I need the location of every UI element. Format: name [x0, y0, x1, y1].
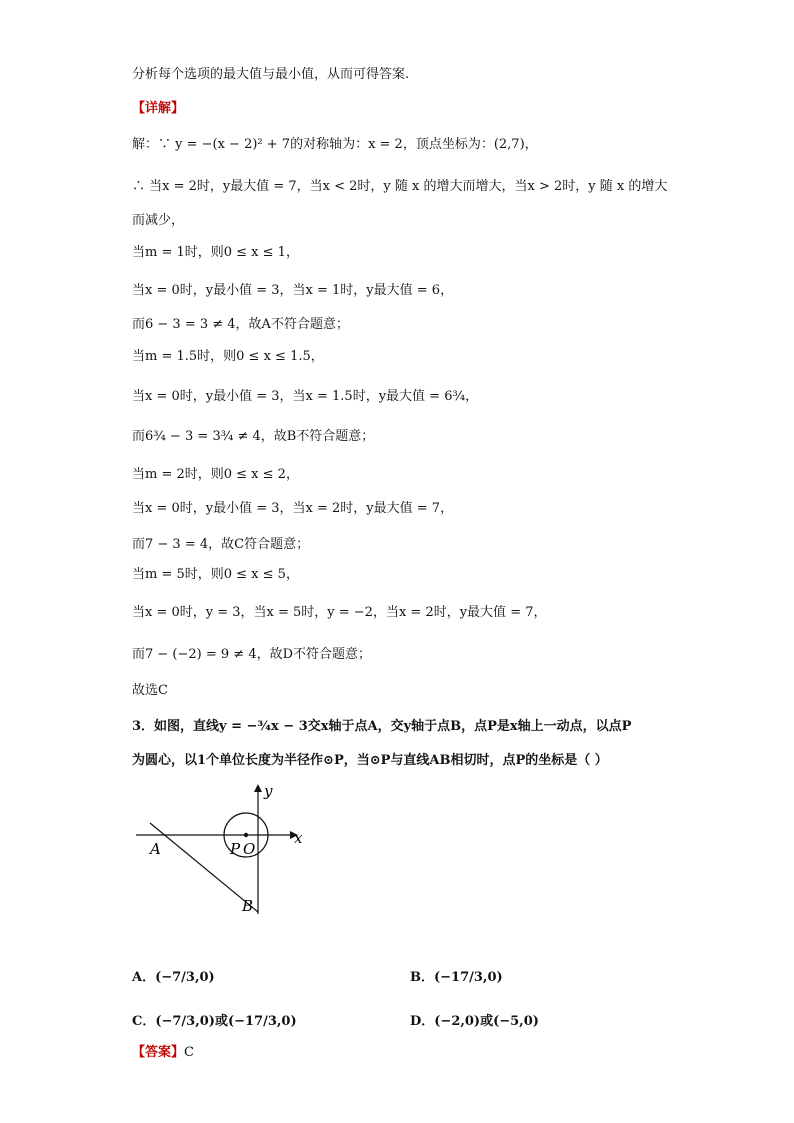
option-b: B．(−17/3,0): [410, 970, 503, 985]
text-line: 当x = 0时，y最小值 = 3，当x = 2时，y最大值 = 7，: [132, 501, 454, 516]
text-line: 而减少，: [132, 213, 185, 228]
geometry-figure: [130, 780, 320, 920]
text-line: 而7 − (−2) = 9 ≠ 4，故D不符合题意；: [132, 647, 372, 662]
label-o: O: [243, 840, 256, 858]
answer-value: C: [184, 1045, 194, 1060]
text-line: 当x = 0时，y最小值 = 3，当x = 1时，y最大值 = 6，: [132, 283, 454, 298]
label-b: B: [242, 897, 254, 915]
text-line: 当m = 1时，则0 ≤ x ≤ 1，: [132, 245, 299, 260]
option-a: A．(−7/3,0): [132, 970, 215, 985]
answer-label: 【答案】: [132, 1045, 185, 1060]
label-y: y: [264, 782, 273, 800]
text-line: 而6¾ − 3 = 3¾ ≠ 4，故B不符合题意；: [132, 429, 375, 444]
question-line-1: 3．如图，直线y = −¾x − 3交x轴于点A，交y轴于点B，点P是x轴上一动点，以点P: [132, 719, 632, 734]
label-a: A: [150, 840, 161, 858]
text-line: 当m = 2时，则0 ≤ x ≤ 2，: [132, 467, 299, 482]
point-p: [244, 833, 248, 837]
question-line-2: 为圆心，以1个单位长度为半径作⊙P，当⊙P与直线AB相切时，点P的坐标是（ ）: [132, 753, 608, 768]
text-line: 分析每个选项的最大值与最小值，从而可得答案.: [132, 67, 410, 82]
text-line: 当m = 1.5时，则0 ≤ x ≤ 1.5，: [132, 349, 324, 364]
text-line: 解：∵ y = −(x − 2)² + 7的对称轴为：x = 2，顶点坐标为：(2,7)，: [132, 137, 538, 152]
text-line: 而6 − 3 = 3 ≠ 4，故A不符合题意；: [132, 317, 349, 332]
label-x: x: [294, 829, 303, 847]
option-c: C．(−7/3,0)或(−17/3,0): [132, 1014, 297, 1029]
text-line: 当m = 5时，则0 ≤ x ≤ 5，: [132, 567, 299, 582]
option-d: D．(−2,0)或(−5,0): [410, 1014, 539, 1029]
text-line: 当x = 0时，y = 3，当x = 5时，y = −2，当x = 2时，y最大值 = 7，: [132, 605, 547, 620]
text-line: ∴ 当x = 2时，y最大值 = 7，当x < 2时，y 随 x 的增大而增大，当x > 2时，y 随 x 的增大: [132, 179, 668, 194]
answer-line: [132, 1044, 194, 1062]
text-line: 故选C: [132, 683, 168, 698]
text-line: 当x = 0时，y最小值 = 3，当x = 1.5时，y最大值 = 6¾，: [132, 389, 479, 404]
y-axis-arrow-icon: [254, 784, 262, 792]
text-line: 而7 − 3 = 4，故C符合题意；: [132, 537, 310, 552]
section-label-detail: 【详解】: [132, 101, 185, 116]
label-p: P: [230, 840, 241, 858]
